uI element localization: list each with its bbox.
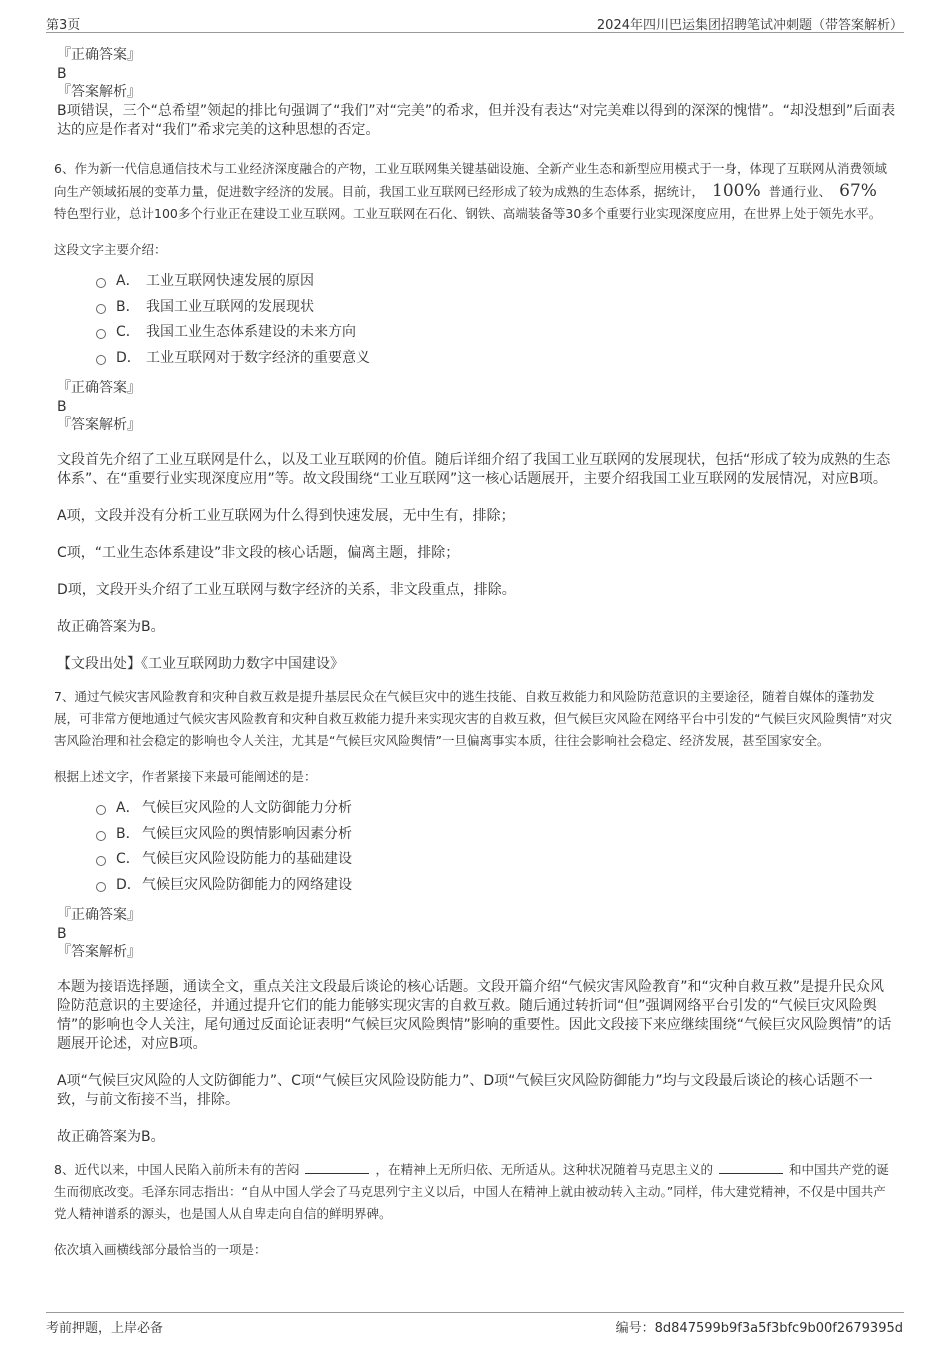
analysis-paragraph: C项，“工业生态体系建设”非文段的核心话题，偏离主题，排除；: [57, 545, 460, 561]
analysis-label: 『答案解析』: [57, 944, 141, 960]
correct-answer-label: 『正确答案』: [57, 47, 141, 63]
fill-blank: [305, 1161, 369, 1174]
analysis-paragraph: A项，文段并没有分析工业互联网为什么得到快速发展，无中生有，排除；: [57, 508, 515, 524]
radio-icon[interactable]: [96, 304, 106, 314]
option-c[interactable]: C． 气候巨灾风险设防能力的基础建设: [96, 847, 896, 873]
question-6-stem: 6、作为新一代信息通信技术与工业经济深度融合的产物，工业互联网集关键基础设施、全新产业生态和新型应用模式于一身，体现了互联网从消费领域向生产领域拓展的变革力量，促进数字经济的发展。目前，我国工业互联网已经形成了较为成熟的生态体系，据统计， 100% 普通行业、 67%特色型行业，总计100多个行业正在建设工业互联网。工业互联网在石化、钢铁、高端装备等30多个重要行业实现深度应用，在世界上处于领先水平。: [54, 161, 887, 221]
document-title: 2024年四川巴运集团招聘笔试冲刺题（带答案解析）: [596, 18, 903, 33]
radio-icon[interactable]: [96, 355, 106, 365]
option-d[interactable]: D．气候巨灾风险防御能力的网络建设: [96, 873, 896, 899]
option-b[interactable]: B． 我国工业互联网的发展现状: [96, 295, 896, 321]
correct-answer: B: [57, 926, 67, 942]
question-7-stem: 7、通过气候灾害风险教育和灾种自救互救是提升基层民众在气候巨灾中的逃生技能、自救互救能力和风险防范意识的主要途径，随着自媒体的蓬勃发展，可非常方便地通过气候灾害风险教育和灾种自救互救能力提升来实现灾害的自救互救，但气候巨灾风险在网络平台中引发的“气候巨灾风险舆情”对灾害风险治理和社会稳定的影响也令人关注，尤其是“气候巨灾风险舆情”一旦偏离事实本质，往往会影响社会稳定、经济发展，甚至国家安全。: [54, 689, 892, 748]
page-number: 第3页: [46, 18, 81, 33]
header-divider: [46, 32, 904, 33]
footer-divider: [46, 1312, 904, 1313]
document-id: 编号：8d847599b9f3a5f3bfc9b00f2679395d: [615, 1321, 903, 1336]
analysis-paragraph: A项“气候巨灾风险的人文防御能力”、C项“气候巨灾风险设防能力”、D项“气候巨灾风险防御能力”均与文段最后谈论的核心话题不一致，与前文衔接不当，排除。: [57, 1073, 873, 1108]
question-7-options: [96, 796, 896, 898]
analysis-text: B项错误，三个“总希望”领起的排比句强调了“我们”对“完美”的希求，但并没有表达“对完美难以得到的深深的愧惜”。“却没想到”后面表达的应是作者对“我们”希求完美的这种思想的否定。: [57, 103, 896, 138]
option-c[interactable]: C． 我国工业生态体系建设的未来方向: [96, 320, 896, 346]
correct-answer: B: [57, 66, 67, 82]
analysis-label: 『答案解析』: [57, 417, 141, 433]
analysis-paragraph: 文段首先介绍了工业互联网是什么，以及工业互联网的价值。随后详细介绍了我国工业互联网的发展现状，包括“形成了较为成熟的生态体系”、在“重要行业实现深度应用”等。故文段围绕“工业互联网”这一核心话题展开，主要介绍我国工业互联网的发展情况，对应B项。: [57, 452, 891, 487]
option-d[interactable]: D． 工业互联网对于数字经济的重要意义: [96, 346, 896, 372]
radio-icon[interactable]: [96, 882, 106, 892]
page-header: [0, 0, 950, 36]
correct-answer: B: [57, 399, 67, 415]
analysis-paragraph: D项，文段开头介绍了工业互联网与数字经济的关系，非文段重点，排除。: [57, 582, 516, 598]
analysis-label: 『答案解析』: [57, 84, 141, 100]
correct-answer-label: 『正确答案』: [57, 907, 141, 923]
question-6-options: [96, 269, 896, 371]
option-a[interactable]: A． 工业互联网快速发展的原因: [96, 269, 896, 295]
analysis-paragraph: 故正确答案为B。: [57, 619, 165, 635]
page-footer: [0, 1305, 950, 1345]
radio-icon[interactable]: [96, 831, 106, 841]
analysis-paragraph: 故正确答案为B。: [57, 1129, 165, 1145]
fill-blank: [719, 1161, 783, 1174]
option-b[interactable]: B． 气候巨灾风险的舆情影响因素分析: [96, 822, 896, 848]
question-6-prompt: 这段文字主要介绍：: [54, 242, 167, 257]
percent-value: 67%: [839, 181, 877, 201]
radio-icon[interactable]: [96, 278, 106, 288]
analysis-paragraph: 本题为接语选择题，通读全文，重点关注文段最后谈论的核心话题。文段开篇介绍“气候灾害风险教育”和“灾种自救互救”是提升民众风险防范意识的主要途径，并通过提升它们的能力能够实现灾害的自救互救。随后通过转折词“但”强调网络平台引发的“气候巨灾风险舆情”的影响也令人关注，尾句通过反面论证表明“气候巨灾风险舆情”影响的重要性。因此文段接下来应继续围绕“气候巨灾风险舆情”的话题展开论述，对应B项。: [57, 979, 892, 1052]
radio-icon[interactable]: [96, 329, 106, 339]
footer-slogan: 考前押题，上岸必备: [46, 1321, 164, 1336]
option-a[interactable]: A． 气候巨灾风险的人文防御能力分析: [96, 796, 896, 822]
question-8-prompt: 依次填入画横线部分最恰当的一项是：: [54, 1242, 267, 1257]
percent-value: 100%: [712, 181, 761, 201]
question-8-stem: 8、近代以来，中国人民陷入前所未有的苦闷 ，在精神上无所归依、无所适从。这种状况随着马克思主义的 和中国共产党的诞生而彻底改变。毛泽东同志指出：“自从中国人学会了马克思列宁主义以后，中国人在精神上就由被动转入主动。”同样，伟大建党精神，不仅是中国共产党人精神谱系的源头，也是国人从自卑走向自信的鲜明界碑。: [54, 1162, 889, 1221]
correct-answer-label: 『正确答案』: [57, 380, 141, 396]
page-content: [54, 46, 896, 1261]
radio-icon[interactable]: [96, 805, 106, 815]
passage-source: 【文段出处】《工业互联网助力数字中国建设》: [57, 656, 344, 672]
question-7-prompt: 根据上述文字，作者紧接下来最可能阐述的是：: [54, 769, 317, 784]
radio-icon[interactable]: [96, 856, 106, 866]
